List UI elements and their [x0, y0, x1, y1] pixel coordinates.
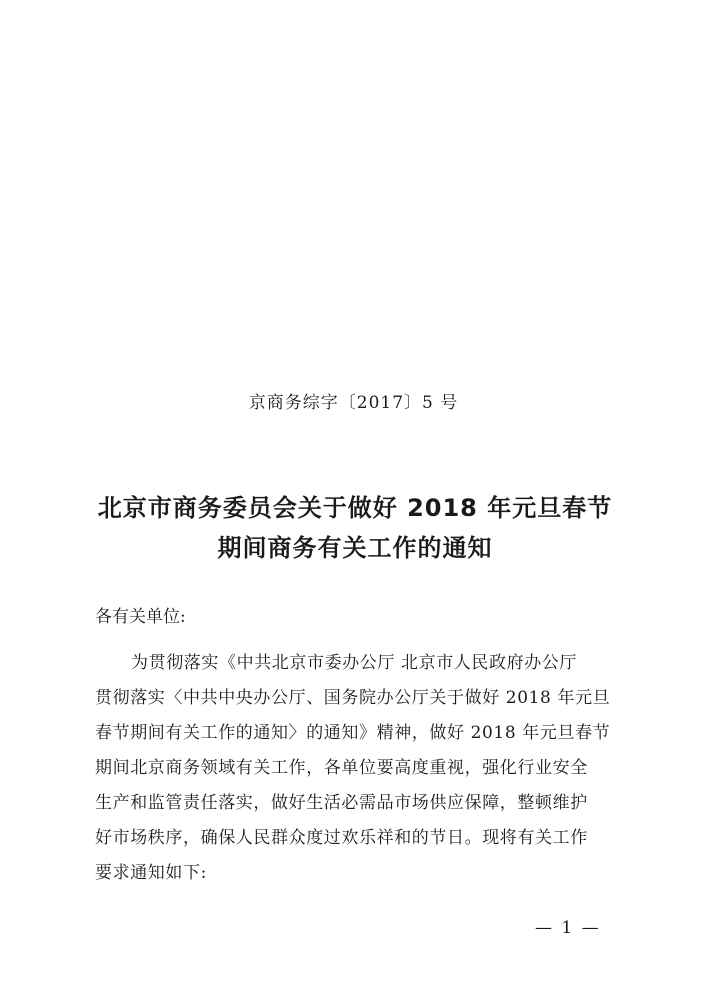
body-text [95, 646, 635, 891]
body-line: 好市场秩序，确保人民群众度过欢乐祥和的节日。现将有关工作 [95, 828, 588, 848]
salutation: 各有关单位: [95, 607, 186, 627]
document-number: 京商务综字〔2017〕5 号 [248, 393, 459, 413]
page-number: — 1 — [535, 918, 601, 938]
document-title [60, 488, 650, 568]
body-line: 生产和监管责任落实，做好生活必需品市场供应保障，整顿维护 [95, 793, 588, 813]
body-line: 为贯彻落实《中共北京市委办公厅 北京市人民政府办公厅 [131, 653, 578, 673]
body-line: 要求通知如下: [95, 863, 207, 883]
body-line: 期间北京商务领域有关工作，各单位要高度重视，强化行业安全 [95, 758, 588, 778]
title-line-2: 期间商务有关工作的通知 [217, 534, 493, 562]
body-line: 贯彻落实〈中共中央办公厅、国务院办公厅关于做好 2018 年元旦 [95, 688, 611, 708]
title-line-1: 北京市商务委员会关于做好 2018 年元旦春节 [97, 494, 613, 522]
body-line: 春节期间有关工作的通知〉的通知》精神，做好 2018 年元旦春节 [95, 723, 611, 743]
